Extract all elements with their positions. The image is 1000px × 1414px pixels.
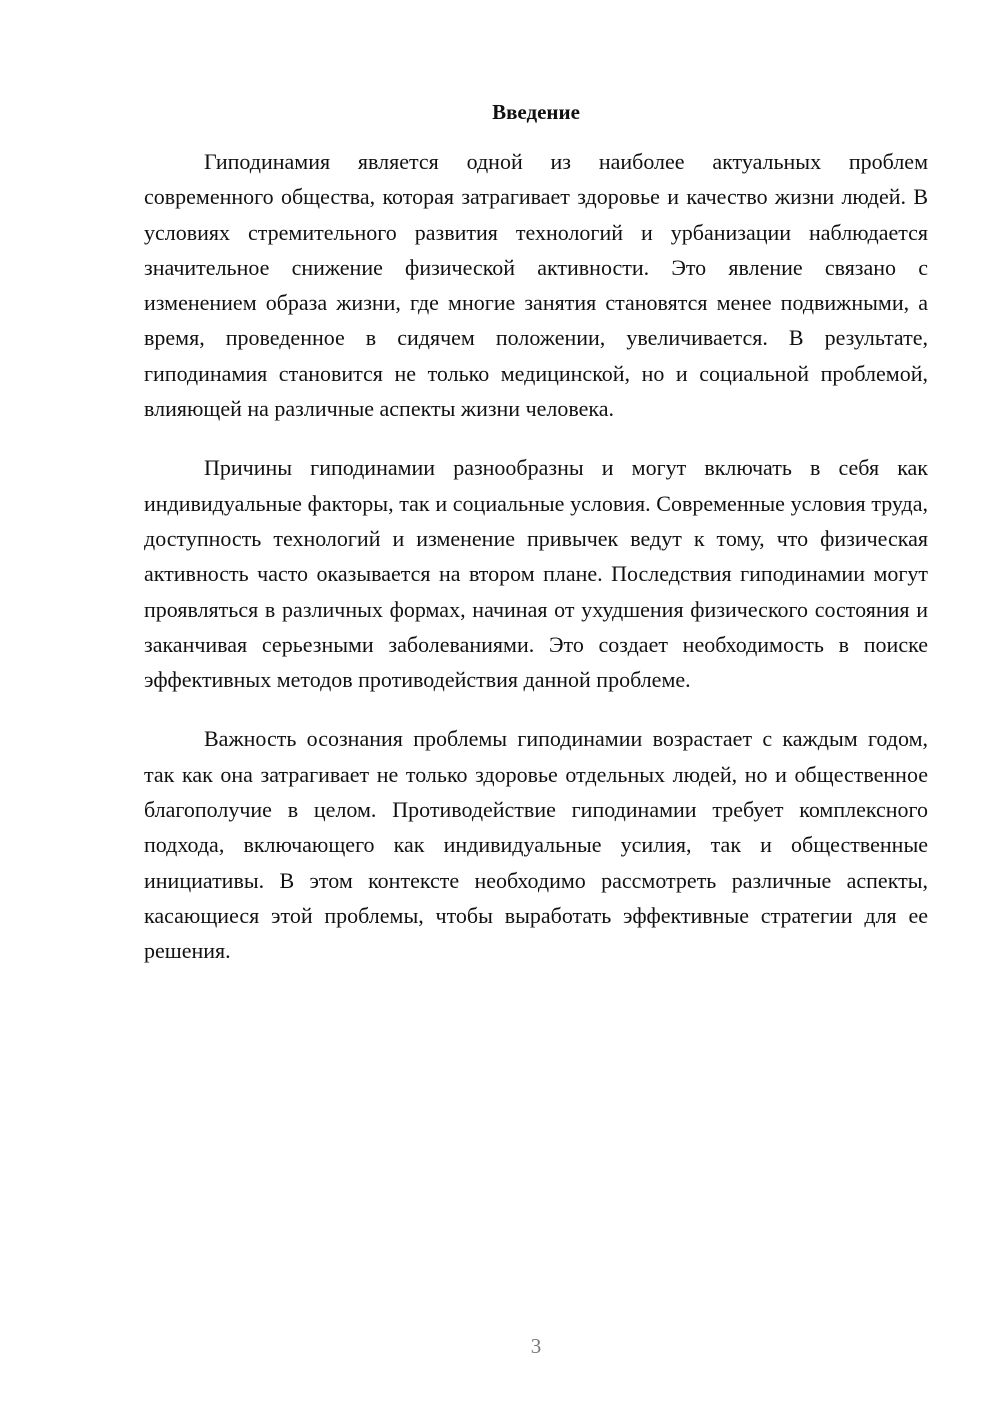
paragraph-3: Важность осознания проблемы гиподинамии возрастает с каждым годом, так как она затрагивает не только здоровье отдельных людей, но и общественное благополучие в целом. Противодействие гиподинамии требует комплексного подхода, включающего как индивидуальные усилия, так и общественные инициативы. В этом контексте необходимо рассмотреть различные аспекты, касающиеся этой проблемы, чтобы выработать эффективные стратегии для ее решения.: [144, 726, 928, 964]
paragraph-2: Причины гиподинамии разнообразны и могут включать в себя как индивидуальные факторы, так и социальные условия. Современные условия труда, доступность технологий и изменение привычек ведут к тому, что физическая активность часто оказывается на втором плане. Последствия гиподинамии могут проявляться в различных формах, начиная от ухудшения физического состояния и заканчивая серьезными заболеваниями. Это создает необходимость в поиске эффективных методов противодействия данной проблеме.: [144, 455, 928, 693]
paragraph-1: Гиподинамия является одной из наиболее актуальных проблем современного общества, которая затрагивает здоровье и качество жизни людей. В условиях стремительного развития технологий и урбанизации наблюдается значительное снижение физической активности. Это явление связано с изменением образа жизни, где многие занятия становятся менее подвижными, а время, проведенное в сидячем положении, увеличивается. В результате, гиподинамия становится не только медицинской, но и социальной проблемой, влияющей на различные аспекты жизни человека.: [144, 149, 928, 422]
section-title: Введение: [492, 100, 580, 124]
page-content: [144, 96, 928, 969]
page-number: 3: [530, 1334, 542, 1358]
